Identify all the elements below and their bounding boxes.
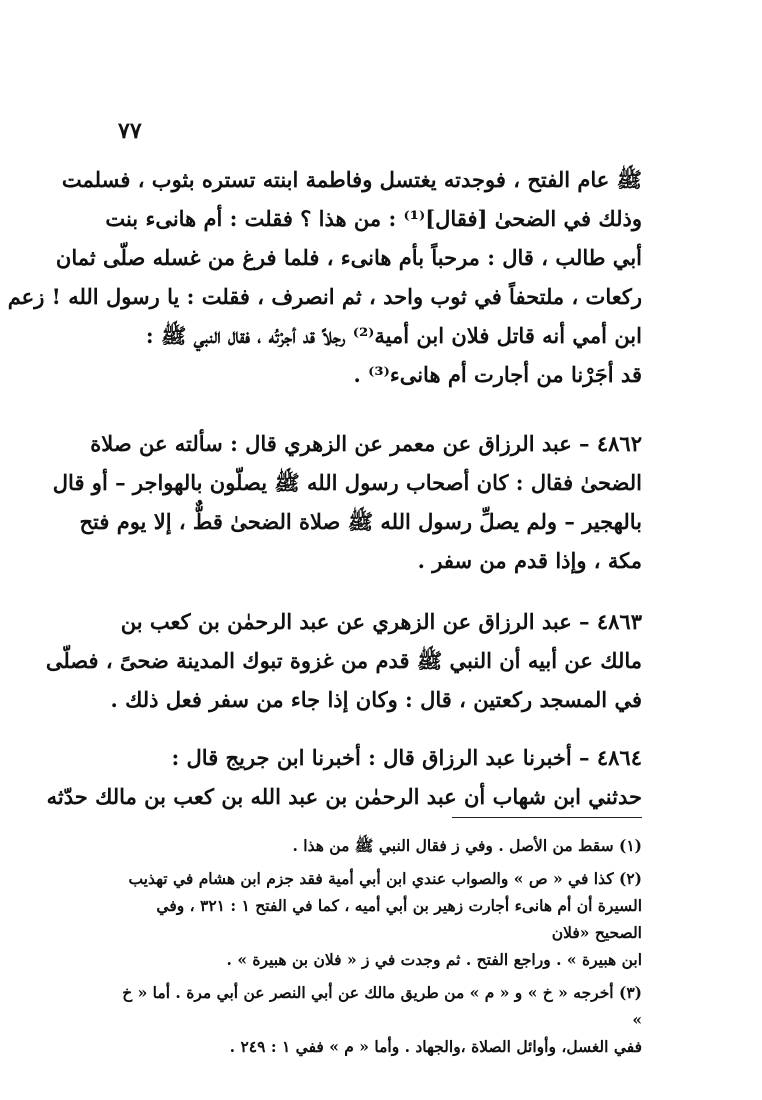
text-line: مكة ، وإذا قدم من سفر . xyxy=(417,548,642,573)
text-line: بالهجير – ولم يصلِّ رسول الله ﷺ صلاة الضحىٰ قطٌّ ، إلا يوم فتح xyxy=(79,509,642,534)
hadith-4863 xyxy=(45,602,642,719)
hadith-4864 xyxy=(46,738,642,816)
text-line: ٤٨٦٢ – عبد الرزاق عن معمر عن الزهري قال : سألته عن صلاة xyxy=(90,431,642,456)
footnote-line: السيرة أن أم هانىء أجارت زهير بن أبي أميه ، كما في الفتح ١ : ٣٢١ ، وفي الصحيح «فلان xyxy=(156,896,642,942)
footnote-1 xyxy=(120,832,642,859)
page-number: ٧٧ xyxy=(118,118,142,144)
text-line: في المسجد ركعتين ، قال : وكان إذا جاء من سفر فعل ذلك . xyxy=(110,687,642,712)
text-line: أبي طالب ، قال : مرحباً بأم هانىء ، فلما فرغ من غسله صلّى ثمان xyxy=(55,245,642,270)
footnotes xyxy=(120,832,642,1060)
footnote-line: (١) سقط من الأصل . وفي ز فقال النبي ﷺ من هذا . xyxy=(292,836,642,855)
text-line: ركعات ، ملتحفاً في ثوب واحد ، ثم انصرف ، فقلت : يا رسول الله ! زعم xyxy=(7,284,642,309)
footnote-line: ابن هبيرة » . وراجع الفتح . ثم وجدت في ز « فلان بن هبيرة » . xyxy=(226,950,642,969)
footnote-line: (٣) أخرجه « خ » و « م » من طريق مالك عن أبي النصر عن أبي مرة . أما « خ » xyxy=(122,983,642,1029)
footnote-line: ففي الغسل، وأوائل الصلاة ،والجهاد . وأما « م » ففي ١ : ٢٤٩ . xyxy=(229,1037,642,1056)
text-line: الضحىٰ فقال : كان أصحاب رسول الله ﷺ يصلّون بالهواجر – أو قال xyxy=(52,470,642,495)
footnote-3 xyxy=(120,979,642,1060)
text-line: ٤٨٦٣ – عبد الرزاق عن الزهري عن عبد الرحمٰن بن كعب بن xyxy=(120,609,642,634)
text-line: ابن أمي أنه قاتل فلان ابن أمية⁽²⁾ رجلاً قد أجرْتُه ، فقال النبي ﷺ : xyxy=(145,323,642,348)
footnote-line: (٢) كذا في « ص » والصواب عندي ابن أبي أمية فقد جزم ابن هشام في تهذيب xyxy=(128,869,642,888)
text-line: ﷺ عام الفتح ، فوجدته يغتسل وفاطمة ابنته تستره بثوب ، فسلمت xyxy=(61,167,642,192)
text-line: قد أجَرْنا من أجارت أم هانىء⁽³⁾ . xyxy=(353,362,642,387)
footnote-divider xyxy=(452,817,642,818)
hadith-4862 xyxy=(52,424,642,580)
text-line: مالك عن أبيه أن النبي ﷺ قدم من غزوة تبوك المدينة ضحىً ، فصلّى xyxy=(45,648,642,673)
text-line: ٤٨٦٤ – أخبرنا عبد الرزاق قال : أخبرنا ابن جريج قال : xyxy=(171,745,642,770)
footnote-2 xyxy=(120,865,642,973)
paragraph xyxy=(7,160,642,394)
text-line: وذلك في الضحىٰ [فقال]⁽¹⁾ : من هذا ؟ فقلت : أم هانىء بنت xyxy=(105,206,642,231)
text-line: حدثني ابن شهاب أن عبد الرحمٰن بن عبد الله بن كعب بن مالك حدّثه xyxy=(46,784,642,809)
